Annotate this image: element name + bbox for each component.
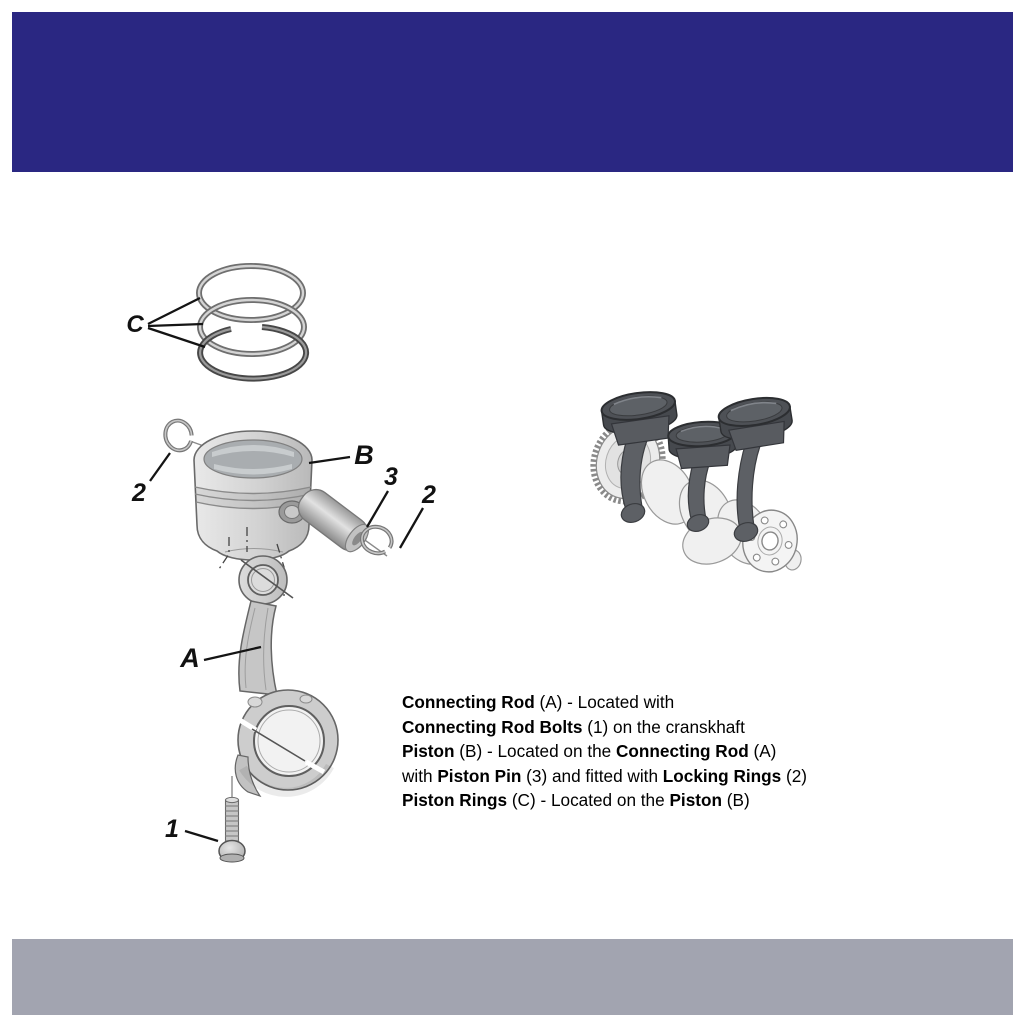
legend-line bbox=[402, 690, 892, 715]
legend-segment: (3) and fitted with bbox=[521, 765, 663, 786]
legend-segment: (1) on the cranskhaft bbox=[582, 716, 745, 737]
connecting-rod-bolt-illustration bbox=[219, 776, 245, 862]
piston-illustration bbox=[194, 431, 312, 560]
legend-line bbox=[402, 788, 892, 813]
legend-segment: (A) bbox=[748, 741, 777, 761]
callout-label-2-left: 2 bbox=[132, 479, 146, 507]
legend-line bbox=[402, 739, 892, 764]
crankshaft-assembly-illustration bbox=[583, 388, 803, 577]
connecting-rod-illustration bbox=[235, 556, 338, 796]
legend-segment: Connecting Rod bbox=[402, 692, 535, 712]
callout-label-c: C bbox=[126, 311, 144, 338]
legend-segment: Piston bbox=[669, 790, 722, 810]
legend-segment: Piston bbox=[402, 741, 455, 761]
legend-segment: with bbox=[402, 765, 438, 786]
callout-label-b: B bbox=[354, 440, 374, 470]
legend-line bbox=[402, 764, 892, 789]
legend-segment: Connecting Rod Bolts bbox=[402, 716, 583, 737]
legend-text bbox=[402, 690, 892, 813]
legend-segment: (B) - Located on the bbox=[454, 741, 616, 761]
legend-segment: Piston Rings bbox=[402, 790, 508, 810]
callout-label-3: 3 bbox=[384, 463, 398, 491]
legend-line bbox=[402, 715, 892, 740]
legend-segment: (B) bbox=[722, 790, 750, 810]
legend-segment: Locking Rings bbox=[662, 765, 782, 786]
legend-segment: (A) - Located with bbox=[534, 692, 675, 712]
callout-label-a: A bbox=[180, 643, 200, 673]
piston-pin-illustration bbox=[292, 484, 373, 557]
piston-rings-illustration bbox=[199, 266, 306, 379]
legend-segment: Piston Pin bbox=[437, 765, 522, 786]
legend-segment: Connecting Rod bbox=[616, 741, 749, 761]
callout-label-2-right: 2 bbox=[422, 481, 436, 509]
legend-segment: (C) - Located on the bbox=[507, 790, 670, 810]
legend-segment: (2) bbox=[781, 765, 807, 786]
callout-label-1: 1 bbox=[165, 815, 179, 843]
locking-ring-left-illustration bbox=[162, 417, 195, 453]
